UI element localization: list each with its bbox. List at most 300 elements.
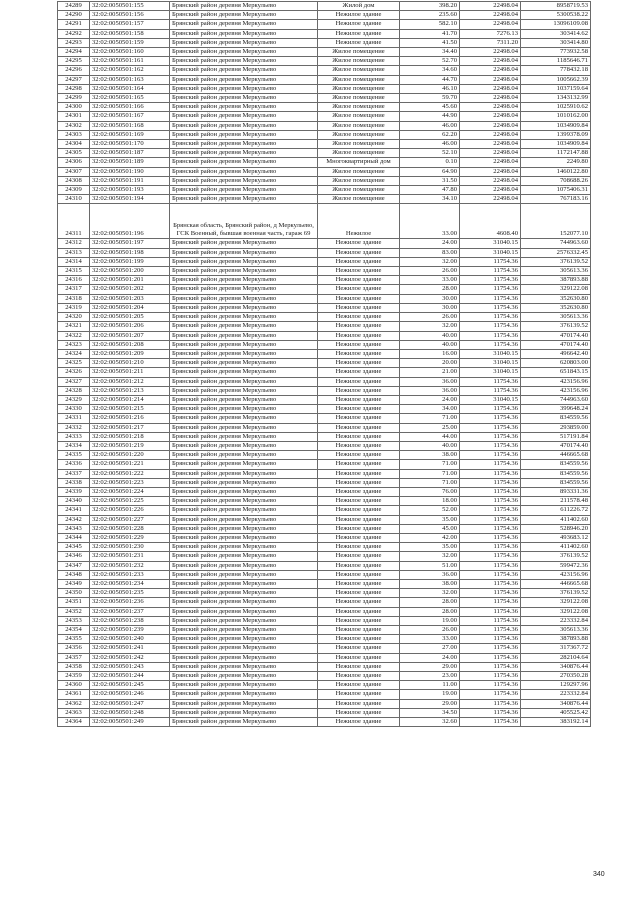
cell-cadastral: 32:02:0050501:160 (90, 48, 170, 57)
cell-address: Брянский район деревня Меркульево (170, 94, 318, 103)
cell-value: 376139.52 (521, 589, 591, 598)
cell-address: Брянский район деревня Меркульево (170, 515, 318, 524)
cell-num: 24337 (58, 469, 90, 478)
cell-cadastral: 32:02:0050501:162 (90, 66, 170, 75)
cell-value: 211578.48 (521, 497, 591, 506)
cell-type: Нежилое здание (318, 248, 400, 257)
table-row (58, 561, 591, 570)
cell-type: Нежилое здание (318, 506, 400, 515)
cell-value: 446665.68 (521, 579, 591, 588)
cell-cadastral: 32:02:0050501:155 (90, 2, 170, 11)
cell-value: 282104.64 (521, 653, 591, 662)
cell-area: 582.10 (400, 20, 460, 29)
cell-rate: 11754.36 (460, 460, 521, 469)
cell-num: 24316 (58, 276, 90, 285)
cell-num: 24299 (58, 94, 90, 103)
cell-address: Брянский район деревня Меркульево (170, 368, 318, 377)
cell-cadastral: 32:02:0050501:235 (90, 589, 170, 598)
cell-rate: 11754.36 (460, 708, 521, 717)
cell-num: 24312 (58, 239, 90, 248)
cell-rate: 31040.15 (460, 349, 521, 358)
cell-cadastral: 32:02:0050501:238 (90, 616, 170, 625)
cell-num: 24293 (58, 38, 90, 47)
cell-area: 11.00 (400, 681, 460, 690)
cell-address: Брянский район деревня Меркульево (170, 239, 318, 248)
cell-address: Брянский район деревня Меркульево (170, 635, 318, 644)
cell-value: 352630.80 (521, 303, 591, 312)
cell-rate: 11754.36 (460, 515, 521, 524)
cell-type: Нежилое здание (318, 38, 400, 47)
cell-address: Брянский район деревня Меркульево (170, 552, 318, 561)
cell-rate: 11754.36 (460, 607, 521, 616)
cell-address: Брянский район деревня Меркульево (170, 644, 318, 653)
table-row (58, 75, 591, 84)
cell-cadastral: 32:02:0050501:243 (90, 662, 170, 671)
cell-area: 34.50 (400, 708, 460, 717)
cell-area: 32.60 (400, 718, 460, 727)
cell-num: 24318 (58, 294, 90, 303)
table-row (58, 524, 591, 533)
table-row (58, 158, 591, 167)
cell-address: Брянский район деревня Меркульево (170, 561, 318, 570)
table-row (58, 681, 591, 690)
cell-num: 24301 (58, 112, 90, 121)
table-row (58, 377, 591, 386)
cell-area: 34.60 (400, 66, 460, 75)
cell-num: 24344 (58, 533, 90, 542)
cell-address: Брянский район деревня Меркульево (170, 267, 318, 276)
cell-value: 376139.52 (521, 552, 591, 561)
table-row (58, 167, 591, 176)
cell-type: Жилое помещение (318, 75, 400, 84)
cell-num: 24319 (58, 303, 90, 312)
cell-rate: 11754.36 (460, 543, 521, 552)
cell-cadastral: 32:02:0050501:226 (90, 506, 170, 515)
cell-rate: 11754.36 (460, 340, 521, 349)
cell-type: Жилое помещение (318, 84, 400, 93)
cell-area: 33.00 (400, 276, 460, 285)
cell-value: 303414.80 (521, 38, 591, 47)
cell-rate: 11754.36 (460, 432, 521, 441)
cell-cadastral: 32:02:0050501:209 (90, 349, 170, 358)
cell-type: Нежилое здание (318, 662, 400, 671)
cell-area: 31.50 (400, 176, 460, 185)
cell-area: 33.00 (400, 204, 460, 239)
table-row (58, 469, 591, 478)
cell-rate: 11754.36 (460, 377, 521, 386)
cell-num: 24294 (58, 48, 90, 57)
cell-area: 19.00 (400, 616, 460, 625)
cell-rate: 31040.15 (460, 359, 521, 368)
cell-rate: 11754.36 (460, 561, 521, 570)
cell-cadastral: 32:02:0050501:231 (90, 552, 170, 561)
cell-address: Брянский район деревня Меркульево (170, 626, 318, 635)
table-row (58, 441, 591, 450)
cell-area: 42.00 (400, 533, 460, 542)
cell-address: Брянский район деревня Меркульево (170, 186, 318, 195)
cell-value: 13096109.08 (521, 20, 591, 29)
cell-num: 24305 (58, 149, 90, 158)
cell-address: Брянский район деревня Меркульево (170, 176, 318, 185)
cell-num: 24315 (58, 267, 90, 276)
cell-num: 24307 (58, 167, 90, 176)
cell-value: 387893.88 (521, 276, 591, 285)
cell-cadastral: 32:02:0050501:246 (90, 690, 170, 699)
table-row (58, 204, 591, 239)
cell-rate: 11754.36 (460, 313, 521, 322)
cell-value: 1025910.62 (521, 103, 591, 112)
cell-cadastral: 32:02:0050501:216 (90, 414, 170, 423)
cell-value: 305613.36 (521, 626, 591, 635)
table-row (58, 57, 591, 66)
cell-type: Нежилое здание (318, 635, 400, 644)
cell-type: Нежилое здание (318, 515, 400, 524)
cell-num: 24320 (58, 313, 90, 322)
table-row (58, 552, 591, 561)
cell-value: 496642.40 (521, 349, 591, 358)
cell-address: Брянский район деревня Меркульево (170, 423, 318, 432)
cell-address: Брянский район деревня Меркульево (170, 478, 318, 487)
cell-area: 38.00 (400, 451, 460, 460)
cell-address: Брянский район деревня Меркульево (170, 66, 318, 75)
cell-value: 893331.36 (521, 487, 591, 496)
cell-value: 611226.72 (521, 506, 591, 515)
table-row (58, 130, 591, 139)
table-row (58, 432, 591, 441)
cell-value: 387893.88 (521, 635, 591, 644)
cell-value: 317367.72 (521, 644, 591, 653)
table-row (58, 11, 591, 20)
cell-type: Нежилое здание (318, 561, 400, 570)
cell-type: Нежилое здание (318, 377, 400, 386)
cell-type: Нежилое здание (318, 285, 400, 294)
cell-cadastral: 32:02:0050501:189 (90, 158, 170, 167)
cell-area: 46.00 (400, 121, 460, 130)
table-row (58, 690, 591, 699)
cell-cadastral: 32:02:0050501:165 (90, 94, 170, 103)
table-row (58, 598, 591, 607)
table-row (58, 121, 591, 130)
cell-type: Нежилое здание (318, 441, 400, 450)
cell-type: Жилое помещение (318, 121, 400, 130)
cell-value: 340876.44 (521, 662, 591, 671)
cell-rate: 11754.36 (460, 644, 521, 653)
cell-value: 1343132.99 (521, 94, 591, 103)
cell-area: 34.10 (400, 195, 460, 204)
cell-type: Нежилое здание (318, 708, 400, 717)
table-row (58, 349, 591, 358)
cell-type: Нежилое здание (318, 644, 400, 653)
cell-value: 1010162.00 (521, 112, 591, 121)
cell-type: Нежилое здание (318, 552, 400, 561)
cell-address: Брянский район деревня Меркульево (170, 285, 318, 294)
table-row (58, 718, 591, 727)
cell-type: Нежилое здание (318, 690, 400, 699)
cell-type: Нежилое здание (318, 579, 400, 588)
table-body (58, 2, 591, 727)
cell-value: 152077.10 (521, 204, 591, 239)
cell-area: 76.00 (400, 487, 460, 496)
cell-cadastral: 32:02:0050501:205 (90, 313, 170, 322)
cell-cadastral: 32:02:0050501:241 (90, 644, 170, 653)
cell-value: 293859.00 (521, 423, 591, 432)
cell-value: 599472.36 (521, 561, 591, 570)
cell-value: 620803.00 (521, 359, 591, 368)
cell-value: 517191.84 (521, 432, 591, 441)
cell-address: Брянский район деревня Меркульево (170, 84, 318, 93)
cell-area: 29.00 (400, 699, 460, 708)
cell-rate: 11754.36 (460, 718, 521, 727)
cell-area: 83.00 (400, 248, 460, 257)
table-row (58, 195, 591, 204)
cell-area: 35.00 (400, 543, 460, 552)
cell-rate: 11754.36 (460, 690, 521, 699)
cell-address: Брянский район деревня Меркульево (170, 11, 318, 20)
cell-cadastral: 32:02:0050501:215 (90, 405, 170, 414)
cell-rate: 7276.13 (460, 29, 521, 38)
cell-rate: 11754.36 (460, 570, 521, 579)
table-row (58, 395, 591, 404)
cell-type: Нежилое здание (318, 386, 400, 395)
cell-area: 24.00 (400, 653, 460, 662)
cell-address: Брянский район деревня Меркульево (170, 38, 318, 47)
cell-rate: 11754.36 (460, 598, 521, 607)
cell-num: 24340 (58, 497, 90, 506)
cell-value: 528946.20 (521, 524, 591, 533)
cell-area: 18.00 (400, 497, 460, 506)
cell-type: Нежилое здание (318, 589, 400, 598)
cell-cadastral: 32:02:0050501:163 (90, 75, 170, 84)
cell-area: 41.70 (400, 29, 460, 38)
cell-address: Брянский район деревня Меркульево (170, 506, 318, 515)
cell-type: Жилое помещение (318, 149, 400, 158)
cell-cadastral: 32:02:0050501:224 (90, 487, 170, 496)
cell-num: 24324 (58, 349, 90, 358)
cell-cadastral: 32:02:0050501:156 (90, 11, 170, 20)
cell-type: Жилое помещение (318, 112, 400, 121)
cell-num: 24290 (58, 11, 90, 20)
cell-address: Брянский район деревня Меркульево (170, 533, 318, 542)
cell-rate: 22498.04 (460, 75, 521, 84)
cell-num: 24292 (58, 29, 90, 38)
cell-type: Нежилое здание (318, 598, 400, 607)
cell-rate: 11754.36 (460, 331, 521, 340)
cell-num: 24362 (58, 699, 90, 708)
cell-type: Нежилое здание (318, 423, 400, 432)
cell-address: Брянский район деревня Меркульево (170, 487, 318, 496)
table-row (58, 506, 591, 515)
cell-address: Брянский район деревня Меркульево (170, 322, 318, 331)
cell-cadastral: 32:02:0050501:245 (90, 681, 170, 690)
cell-rate: 4608.40 (460, 204, 521, 239)
cell-address: Брянский район деревня Меркульево (170, 497, 318, 506)
cell-num: 24326 (58, 368, 90, 377)
cell-num: 24303 (58, 130, 90, 139)
table-row (58, 257, 591, 266)
cell-value: 329122.08 (521, 285, 591, 294)
cell-num: 24313 (58, 248, 90, 257)
cell-value: 834559.56 (521, 469, 591, 478)
cell-area: 28.00 (400, 598, 460, 607)
cell-num: 24308 (58, 176, 90, 185)
cell-address: Брянский район деревня Меркульево (170, 708, 318, 717)
cell-area: 398.20 (400, 2, 460, 11)
cell-num: 24361 (58, 690, 90, 699)
cell-type: Нежилое здание (318, 349, 400, 358)
cell-area: 36.00 (400, 377, 460, 386)
cell-value: 773932.58 (521, 48, 591, 57)
cell-rate: 11754.36 (460, 653, 521, 662)
cell-area: 44.70 (400, 75, 460, 84)
cell-type: Нежилое здание (318, 718, 400, 727)
cell-cadastral: 32:02:0050501:164 (90, 84, 170, 93)
table-row (58, 653, 591, 662)
cell-area: 32.00 (400, 257, 460, 266)
table-row (58, 66, 591, 75)
cell-address: Брянский район деревня Меркульево (170, 460, 318, 469)
cell-rate: 22498.04 (460, 20, 521, 29)
cell-rate: 11754.36 (460, 552, 521, 561)
cell-rate: 22498.04 (460, 140, 521, 149)
cell-cadastral: 32:02:0050501:221 (90, 460, 170, 469)
cell-rate: 11754.36 (460, 469, 521, 478)
cell-address: Брянский район деревня Меркульево (170, 257, 318, 266)
cell-cadastral: 32:02:0050501:157 (90, 20, 170, 29)
cell-cadastral: 32:02:0050501:191 (90, 176, 170, 185)
cell-area: 47.80 (400, 186, 460, 195)
cell-address: Брянский район деревня Меркульево (170, 377, 318, 386)
table-row (58, 322, 591, 331)
cell-area: 35.00 (400, 515, 460, 524)
cell-area: 20.00 (400, 359, 460, 368)
cell-cadastral: 32:02:0050501:196 (90, 204, 170, 239)
cell-address: Брянский район деревня Меркульево (170, 276, 318, 285)
cell-num: 24349 (58, 579, 90, 588)
cell-value: 470174.40 (521, 441, 591, 450)
cell-type: Жилое помещение (318, 186, 400, 195)
cell-value: 1037159.64 (521, 84, 591, 93)
cell-rate: 22498.04 (460, 84, 521, 93)
cell-type: Нежилое здание (318, 257, 400, 266)
cell-num: 24358 (58, 662, 90, 671)
cell-area: 36.00 (400, 386, 460, 395)
cell-value: 340876.44 (521, 699, 591, 708)
cell-type: Нежилое здание (318, 570, 400, 579)
cell-address: Брянский район деревня Меркульево (170, 653, 318, 662)
table-row (58, 239, 591, 248)
cell-rate: 11754.36 (460, 303, 521, 312)
cell-num: 24327 (58, 377, 90, 386)
cell-rate: 22498.04 (460, 11, 521, 20)
cell-value: 446665.68 (521, 451, 591, 460)
cell-area: 33.00 (400, 635, 460, 644)
cell-cadastral: 32:02:0050501:158 (90, 29, 170, 38)
table-row (58, 487, 591, 496)
cell-address: Брянский район деревня Меркульево (170, 303, 318, 312)
cell-cadastral: 32:02:0050501:223 (90, 478, 170, 487)
table-row (58, 386, 591, 395)
cell-cadastral: 32:02:0050501:233 (90, 570, 170, 579)
cell-type: Нежилое здание (318, 313, 400, 322)
cell-value: 1034909.84 (521, 140, 591, 149)
cell-address: Брянский район деревня Меркульево (170, 598, 318, 607)
cell-num: 24335 (58, 451, 90, 460)
cell-area: 44.00 (400, 432, 460, 441)
cell-area: 34.40 (400, 48, 460, 57)
table-row (58, 176, 591, 185)
cell-num: 24354 (58, 626, 90, 635)
table-row (58, 359, 591, 368)
cell-area: 23.00 (400, 672, 460, 681)
cell-num: 24343 (58, 524, 90, 533)
cell-cadastral: 32:02:0050501:230 (90, 543, 170, 552)
cell-address: Брянский район деревня Меркульево (170, 112, 318, 121)
cell-type: Нежилое здание (318, 29, 400, 38)
cell-area: 45.60 (400, 103, 460, 112)
page-number: 340 (593, 871, 605, 878)
cell-rate: 22498.04 (460, 130, 521, 139)
table-row (58, 589, 591, 598)
cell-area: 26.00 (400, 313, 460, 322)
table-row (58, 48, 591, 57)
cell-cadastral: 32:02:0050501:190 (90, 167, 170, 176)
cell-num: 24363 (58, 708, 90, 717)
cell-address: Брянский район деревня Меркульево (170, 48, 318, 57)
cell-type: Нежилое (318, 204, 400, 239)
cell-rate: 11754.36 (460, 257, 521, 266)
table-row (58, 708, 591, 717)
cell-address: Брянский район деревня Меркульево (170, 543, 318, 552)
cell-cadastral: 32:02:0050501:240 (90, 635, 170, 644)
cell-value: 834559.56 (521, 414, 591, 423)
cell-type: Нежилое здание (318, 359, 400, 368)
cell-cadastral: 32:02:0050501:227 (90, 515, 170, 524)
cell-num: 24341 (58, 506, 90, 515)
cell-rate: 11754.36 (460, 405, 521, 414)
cell-cadastral: 32:02:0050501:198 (90, 248, 170, 257)
cell-value: 1185646.71 (521, 57, 591, 66)
cell-area: 71.00 (400, 414, 460, 423)
cell-address: Брянский район деревня Меркульево (170, 167, 318, 176)
cell-value: 8958719.53 (521, 2, 591, 11)
table-row (58, 186, 591, 195)
table-row (58, 303, 591, 312)
cell-address: Брянский район деревня Меркульево (170, 121, 318, 130)
cell-type: Нежилое здание (318, 405, 400, 414)
cell-rate: 7311.20 (460, 38, 521, 47)
cell-value: 708688.26 (521, 176, 591, 185)
cell-num: 24347 (58, 561, 90, 570)
cell-rate: 11754.36 (460, 423, 521, 432)
cell-value: 329122.08 (521, 607, 591, 616)
cell-num: 24351 (58, 598, 90, 607)
cell-cadastral: 32:02:0050501:167 (90, 112, 170, 121)
cell-value: 129297.96 (521, 681, 591, 690)
cell-value: 329122.08 (521, 598, 591, 607)
cell-area: 34.00 (400, 405, 460, 414)
cell-type: Многоквартирный дом (318, 158, 400, 167)
cell-cadastral: 32:02:0050501:187 (90, 149, 170, 158)
table-row (58, 140, 591, 149)
table-row (58, 112, 591, 121)
table-row (58, 103, 591, 112)
cell-address: Брянский район деревня Меркульево (170, 690, 318, 699)
cell-area: 46.10 (400, 84, 460, 93)
cell-num: 24302 (58, 121, 90, 130)
cell-area: 30.00 (400, 303, 460, 312)
cell-area: 28.00 (400, 607, 460, 616)
cell-num: 24332 (58, 423, 90, 432)
